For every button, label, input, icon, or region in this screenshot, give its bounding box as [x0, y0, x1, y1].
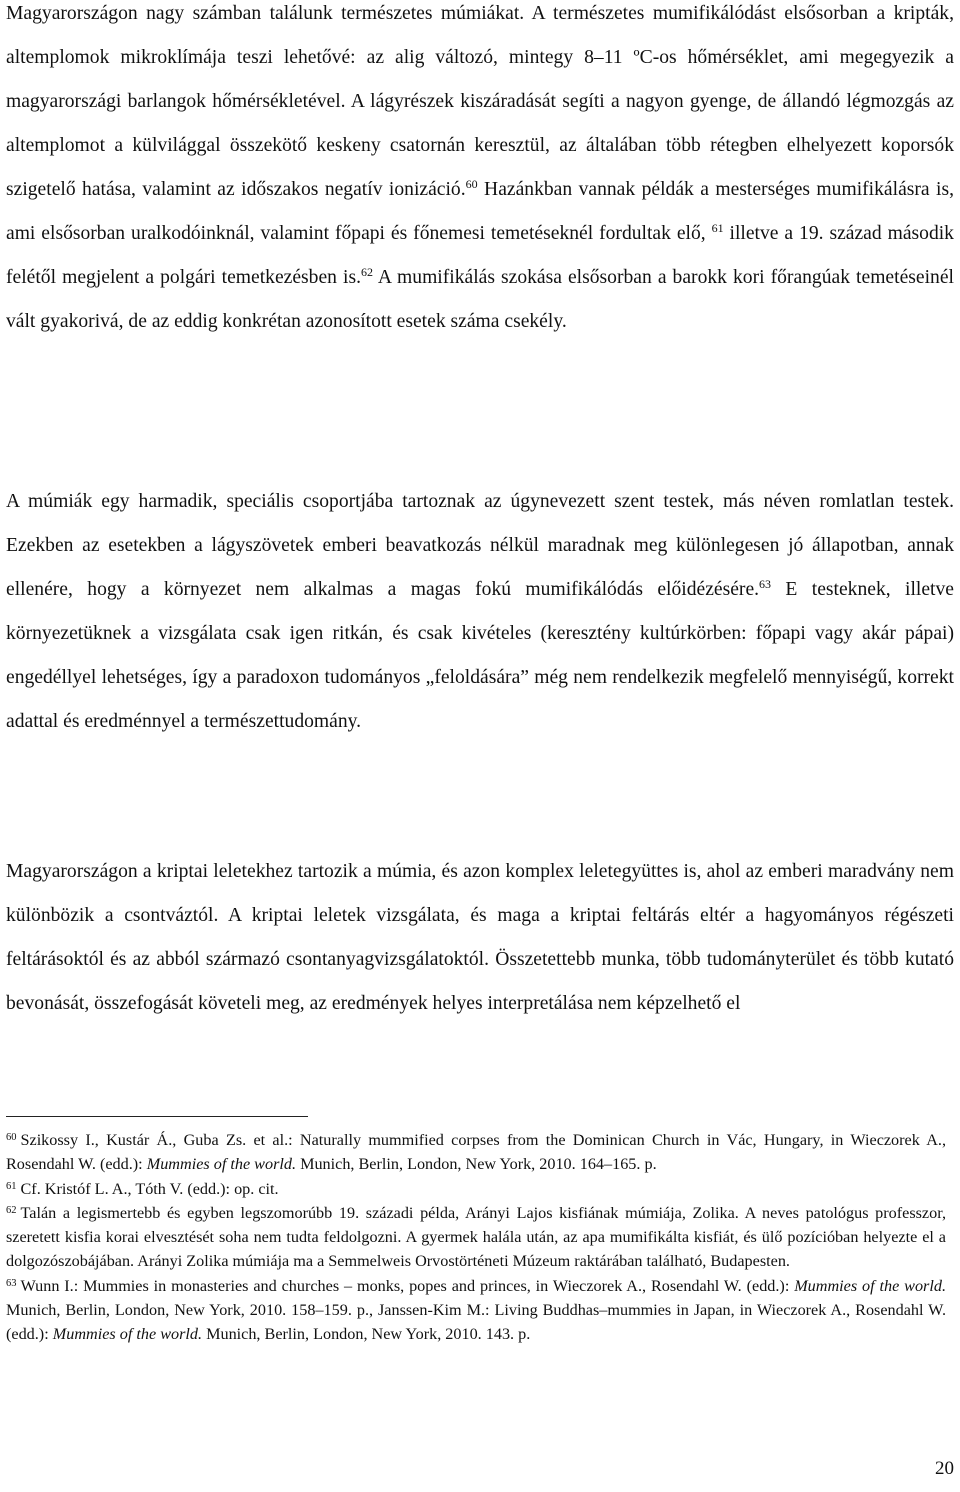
- footnote-number: 62: [6, 1204, 17, 1216]
- text-run: Cf. Kristóf L. A., Tóth V. (edd.): op. cit.: [20, 1179, 279, 1198]
- body-paragraph-3: [6, 850, 954, 1026]
- footnote-ref-62[interactable]: 62: [360, 265, 373, 279]
- text-run: Munich, Berlin, London, New York, 2010. 164–165. p.: [296, 1155, 657, 1174]
- footnote-60: [6, 1128, 946, 1177]
- text-run: Szikossy I., Kustár Á., Guba Zs. et al.: Naturally mummified corpses from the Dominican Church in Vác, Hungary, in Wieczorek A., Rosendahl W. (edd.):: [6, 1131, 946, 1174]
- footnote-ref-60[interactable]: 60: [465, 177, 478, 191]
- italic-title: Mummies of the world.: [52, 1325, 203, 1344]
- text-run: illetve a 19. század második felétől megjelent a polgári temetkezésben is.: [6, 223, 954, 288]
- italic-title: Mummies of the world.: [146, 1155, 297, 1174]
- text-run: Munich, Berlin, London, New York, 2010. 143. p.: [202, 1325, 531, 1344]
- text-run: Munich, Berlin, London, New York, 2010. 158–159. p., Janssen-Kim M.: Living Buddhas–mummies in Japan, in Wieczorek A., Rosendahl W. (edd.):: [6, 1301, 946, 1344]
- text-run: Hazánkban vannak példák a mesterséges mumifikálásra is, ami elsősorban uralkodóinknál, valamint főpapi és főnemesi temetéseknél fordultak elő,: [6, 179, 954, 244]
- text-run: Magyarországon nagy számban találunk természetes múmiákat. A természetes mumifikálódást elsősorban a kripták, altemplomok mikroklímája teszi lehetővé: az alig változó, mintegy 8–11 ºC-os hőmérséklet, ami megegyezik a magyarországi barlangok hőmérsékletével. A lágyrészek kiszáradását segíti a nagyon gyenge, de állandó légmozgás az altemplomot a külvilággal összekötő keskeny csatornán keresztül, az általában több rétegben elhelyezett koporsók szigetelő hatása, valamint az időszakos negatív ionizáció.: [6, 3, 954, 200]
- text-run: A mumifikálás szokása elsősorban a barokk kori főrangúak temetéseinél vált gyakorivá, de az eddig konkrétan azonosított esetek száma csekély.: [6, 267, 954, 332]
- page-number: 20: [935, 1458, 954, 1479]
- text-run: Magyarországon a kriptai leletekhez tartozik a múmia, és azon komplex leletegyüttes is, ahol az emberi maradvány nem különbözik a csontváztól. A kriptai leletek vizsgálata, és maga a kriptai feltárás eltér a hagyományos régészeti feltárásoktól és az abból származó csontanyagvizsgálatoktól. Összetettebb munka, több tudományterület és több kutató bevonását, összefogását követeli meg, az eredmények helyes interpretálása nem képzelhető el: [6, 861, 954, 1014]
- text-run: Talán a legismertebb és egyben legszomorúbb 19. századi példa, Arányi Lajos kisfiának múmiája, Zolika. A neves patológus professzor, szeretett kisfia korai elvesztését soha nem tudta feldolgozni. A gyermek halála után, az apa mumifikálta kisfiát, és ülő pozícióban helyezte el a dolgozószobájában. Arányi Zolika múmiája ma a Semmelweis Orvostörténeti Múzeum raktárában található, Budapesten.: [6, 1203, 946, 1271]
- footnote-number: 61: [6, 1180, 17, 1192]
- body-paragraph-1: [6, 0, 954, 344]
- footnote-ref-63[interactable]: 63: [759, 577, 772, 591]
- text-run: E testeknek, illetve környezetüknek a vizsgálata csak igen ritkán, és csak kivételes (keresztény kultúrkörben: főpapi vagy akár pápai) engedéllyel lehetséges, így a paradoxon tudományos „feloldására” még nem rendelkezik megfelelő mennyiségű, korrekt adattal és eredménnyel a természettudomány.: [6, 579, 954, 732]
- italic-title: Mummies of the world.: [794, 1276, 946, 1295]
- footnote-61: [6, 1177, 946, 1201]
- footnote-62: [6, 1201, 946, 1274]
- footnote-number: 60: [6, 1132, 17, 1143]
- footnotes: [6, 1128, 946, 1347]
- footnote-ref-61[interactable]: 61: [711, 221, 724, 235]
- text-run: A múmiák egy harmadik, speciális csoportjába tartoznak az úgynevezett szent testek, más néven romlatlan testek. Ezekben az esetekben a lágyszövetek emberi beavatkozás nélkül maradnak meg különlegesen jó állapotban, annak ellenére, hogy a környezet nem alkalmas a magas fokú mumifikálódás előidézésére.: [6, 491, 954, 600]
- footnote-separator: [6, 1116, 308, 1117]
- footnote-63: [6, 1274, 946, 1347]
- footnote-number: 63: [6, 1277, 17, 1289]
- body-paragraph-2: [6, 480, 954, 744]
- text-run: Wunn I.: Mummies in monasteries and churches – monks, popes and princes, in Wieczorek A., Rosendahl W. (edd.):: [20, 1276, 795, 1295]
